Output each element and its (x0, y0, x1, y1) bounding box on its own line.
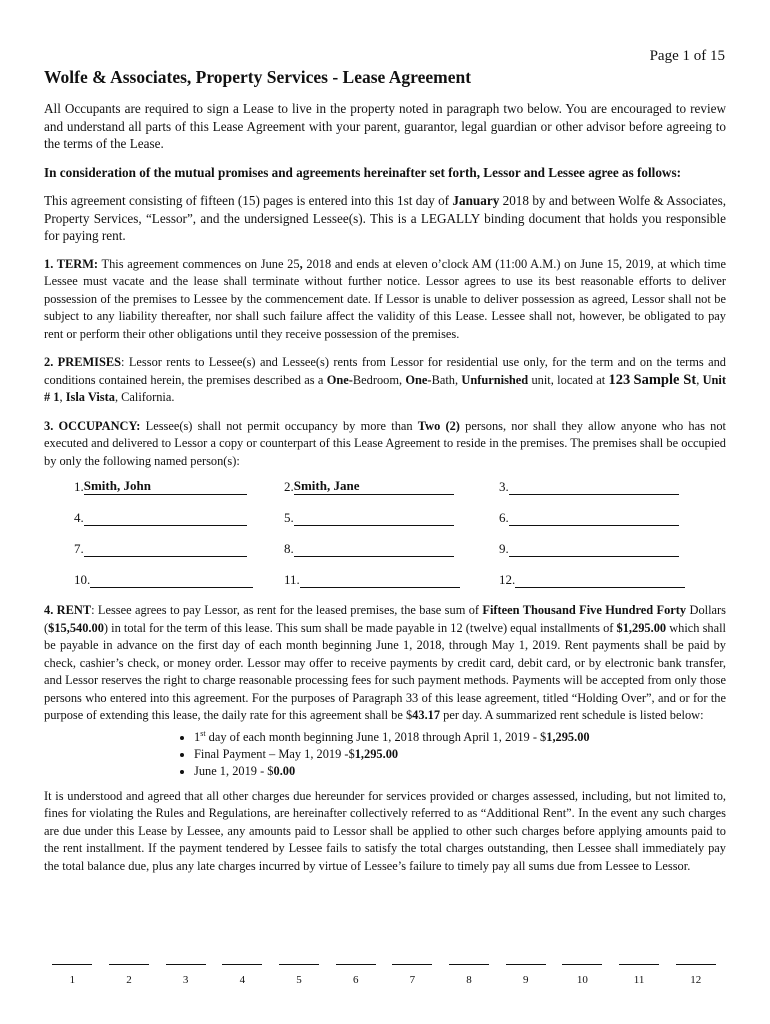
initial-line[interactable] (449, 958, 489, 965)
occupant-number: 1. (74, 479, 84, 494)
rent-schedule-item (194, 729, 726, 746)
schedule-text: day of each month beginning June 1, 2018 through April 1, 2019 - $ (205, 729, 547, 744)
rent-text-1: : Lessee agrees to pay Lessor, as rent for the leased premises, the base sum of (91, 603, 483, 617)
occupancy-heading: 3. OCCUPANCY: (44, 418, 141, 433)
premises-heading: 2. PREMISES (44, 355, 122, 369)
occupant-slot (284, 478, 499, 495)
premises-text-2: Bedroom, (352, 372, 406, 387)
occupant-slot (499, 478, 699, 495)
rent-daily-rate: 43.17 (412, 708, 441, 722)
rent-total: $15,540.00 (48, 620, 104, 635)
initial-line[interactable] (109, 958, 149, 965)
occupancy-paragraph (44, 418, 726, 471)
rent-text-2: Dollars ( (44, 603, 726, 635)
premises-unit: Unit # 1 (44, 372, 727, 404)
initial-label: 9 (522, 974, 529, 986)
term-comma: , (299, 256, 303, 271)
schedule-text: June 1, 2019 - $ (194, 763, 274, 778)
initial-label: 6 (352, 974, 359, 986)
occupant-name-field[interactable]: Smith, John (84, 478, 247, 495)
schedule-amount: 1,295.00 (354, 746, 399, 761)
premises-address-number: 123 (608, 371, 631, 388)
occupant-number: 3. (499, 479, 509, 494)
premises-street: Sample St (633, 371, 697, 388)
document-title: Wolfe & Associates, Property Services - Lease Agreement (44, 67, 472, 87)
premises-bedrooms: One- (326, 372, 353, 387)
occupant-slot (284, 540, 499, 557)
occupant-name-field[interactable] (515, 571, 685, 588)
initial-box[interactable] (157, 958, 214, 986)
premises-text-3: Bath, (431, 372, 462, 387)
premises-text-5: , (696, 372, 703, 387)
initial-box[interactable] (101, 958, 158, 986)
premises-paragraph (44, 354, 726, 407)
occupant-number: 12. (499, 572, 516, 587)
initial-line[interactable] (222, 958, 262, 965)
occupant-slot (284, 509, 499, 526)
page-number: Page 1 of 15 (649, 48, 725, 64)
premises-text-4: unit, located at (528, 372, 609, 387)
occupant-name-field[interactable]: Smith, Jane (294, 478, 454, 495)
initial-label: 8 (466, 974, 472, 986)
occupancy-max: Two (2) (417, 418, 460, 433)
occupant-name-field[interactable] (300, 571, 460, 588)
initial-box[interactable] (327, 958, 384, 986)
consideration-text: In consideration of the mutual promises and agreements hereinafter set forth, Lessor and Lessee agree as follows: (44, 164, 681, 180)
occupant-number: 11. (284, 572, 300, 587)
occupant-name-field[interactable] (509, 478, 679, 495)
occupancy-text-1: Lessee(s) shall not permit occupancy by more than (140, 418, 418, 433)
agreement-month: January (452, 193, 500, 208)
occupant-name-field[interactable] (509, 509, 679, 526)
occupant-slot (74, 540, 284, 557)
occupant-number: 7. (74, 541, 84, 556)
premises-city: Isla Vista (65, 390, 115, 404)
initial-box[interactable] (667, 958, 724, 986)
initial-line[interactable] (52, 958, 92, 965)
occupant-name-field[interactable] (509, 540, 679, 557)
initial-label: 2 (126, 974, 132, 986)
schedule-amount: 0.00 (273, 763, 296, 778)
term-paragraph (44, 256, 726, 344)
initial-box[interactable] (441, 958, 498, 986)
schedule-text: Final Payment – May 1, 2019 -$ (194, 746, 355, 761)
occupant-slot (284, 571, 499, 588)
occupant-number: 6. (499, 510, 509, 525)
occupant-number: 10. (74, 572, 91, 587)
occupant-name-field[interactable] (90, 571, 253, 588)
occupant-slot (499, 571, 699, 588)
premises-furnished: Unfurnished (461, 372, 529, 387)
initial-line[interactable] (619, 958, 659, 965)
agreement-paragraph (44, 192, 726, 245)
initial-label: 1 (69, 974, 76, 986)
occupant-number: 4. (74, 510, 84, 525)
schedule-ordinal-suffix: st (200, 728, 206, 738)
initial-label: 4 (239, 974, 246, 986)
initial-line[interactable] (676, 958, 716, 965)
rent-text-5: per day. A summarized rent schedule is listed below: (440, 708, 704, 722)
initial-box[interactable] (214, 958, 271, 986)
occupant-slot (74, 571, 284, 588)
schedule-ordinal: 1 (194, 729, 201, 744)
occupant-name-field[interactable] (294, 509, 454, 526)
initial-label: 7 (409, 974, 416, 986)
rent-heading: 4. RENT (44, 603, 92, 617)
initial-label: 12 (690, 974, 702, 986)
occupant-slot (499, 509, 699, 526)
initial-label: 10 (576, 974, 588, 986)
occupant-slot (499, 540, 699, 557)
initial-box[interactable] (611, 958, 668, 986)
premises-text-6: , (59, 390, 66, 404)
rent-installment: $1,295.00 (616, 620, 667, 635)
initial-box[interactable] (554, 958, 611, 986)
initials-footer (44, 958, 724, 986)
initial-box[interactable] (271, 958, 328, 986)
occupant-name-field[interactable] (84, 540, 247, 557)
occupant-name-field[interactable] (84, 509, 247, 526)
intro-paragraph: All Occupants are required to sign a Lease to live in the property noted in paragraph two below. You are encouraged to review and understand all parts of this Lease Agreement with your parent, guarantor, legal guardian or other advisor before agreeing to the terms of the Lease. (44, 101, 726, 151)
premises-baths: One- (405, 372, 432, 387)
initial-line[interactable] (506, 958, 546, 965)
occupant-name-field[interactable] (294, 540, 454, 557)
rent-schedule-item (194, 746, 726, 763)
agreement-text-2: 2018 by and between Wolfe & Associates, Property Services, “Lessor”, and the undersigned Lessee(s). This is a LEGALLY binding document that holds you responsible for paying rent. (44, 193, 726, 243)
additional-rent-paragraph: It is understood and agreed that all other charges due hereunder for services provided or charges assessed, including, but not limited to, fines for violating the Rules and Regulations, are hereinafter collectively referred to as “Additional Rent”. In the event any such charges are due under this Lease by Lessee, any amounts paid to Lessor shall be applied to other such charges before applying amounts paid to the rent installment. If the payment tendered by Lessee fails to satisfy the total charges outstanding, then Lessee shall immediately pay the total balance due, plus any late charges incurred by virtue of Lessee’s failure to timely pay all sums due from Lessee to Lessor. (44, 788, 726, 873)
initial-label: 11 (633, 974, 645, 986)
term-heading: 1. TERM: (44, 256, 99, 271)
initial-label: 3 (182, 974, 189, 986)
initial-line[interactable] (166, 958, 206, 965)
occupant-number: 2. (284, 479, 294, 494)
occupant-number: 8. (284, 541, 294, 556)
rent-schedule (44, 729, 726, 780)
rent-paragraph (44, 602, 726, 725)
occupant-list (74, 478, 726, 588)
initial-label: 5 (296, 974, 302, 986)
consideration-paragraph (44, 164, 726, 182)
initial-box[interactable] (44, 958, 101, 986)
rent-total-words: Fifteen Thousand Five Hundred Forty (482, 603, 687, 617)
initial-box[interactable] (497, 958, 554, 986)
premises-text-7: , California. (114, 390, 175, 404)
rent-schedule-item (194, 763, 726, 780)
occupancy-text-2: persons, nor shall they allow anyone who has not executed and delivered to Lessor a copy or counterpart of this Lease Agreement to reside in the premises. The premises shall be occupied by only the following named person(s): (44, 418, 726, 468)
initial-line[interactable] (562, 958, 602, 965)
occupant-slot (74, 478, 284, 495)
term-text-1: This agreement commences on June 25 (98, 256, 300, 271)
rent-text-3: ) in total for the term of this lease. This sum shall be made payable in 12 (twelve) equal installments of (103, 620, 617, 635)
initial-line[interactable] (336, 958, 376, 965)
initial-line[interactable] (392, 958, 432, 965)
premises-text-1: : Lessor rents to Lessee(s) and Lessee(s) rents from Lessor for residential use only, for the term and on the terms and conditions contained herein, the premises described as a (44, 355, 726, 387)
occupant-number: 9. (499, 541, 509, 556)
schedule-amount: 1,295.00 (546, 729, 590, 744)
rent-text-4: which shall be payable in advance on the first day of each month beginning June 1, 2018, through May 1, 2019. Rent payments shall be paid by check, cashier’s check, or money order. Lessor may offer to receive payments by credit card, debit card, or by electronic bank transfer, and Lessor reserves the right to charge reasonable processing fees for such payment methods. Payments will be accepted from only those persons who entered into this agreement. For the purposes of Paragraph 33 of this lease agreement, titled “Holding Over”, and or for the purpose of extending this lease, the daily rate for this agreement shall be $ (44, 620, 726, 722)
initial-line[interactable] (279, 958, 319, 965)
occupant-number: 5. (284, 510, 294, 525)
agreement-text-1: This agreement consisting of fifteen (15) pages is entered into this 1st day of (44, 193, 453, 208)
occupant-slot (74, 509, 284, 526)
term-text-2: 2018 and ends at eleven o’clock AM (11:00 A.M.) on June 15, 2019, at which time Lessee must vacate and the lease shall terminate without further notice. Lessor agrees to use its best reasonable efforts to deliver possession of the premises to Lessee by the commencement date. If Lessor is unable to deliver possession as agreed, Lessor shall not be subject to any liability thereafter, nor shall such failure affect the validity of this Lease. Lessee shall not, however, be obligated to pay rent or perform their other obligations until they receive possession of the premises. (44, 256, 726, 341)
initial-box[interactable] (384, 958, 441, 986)
